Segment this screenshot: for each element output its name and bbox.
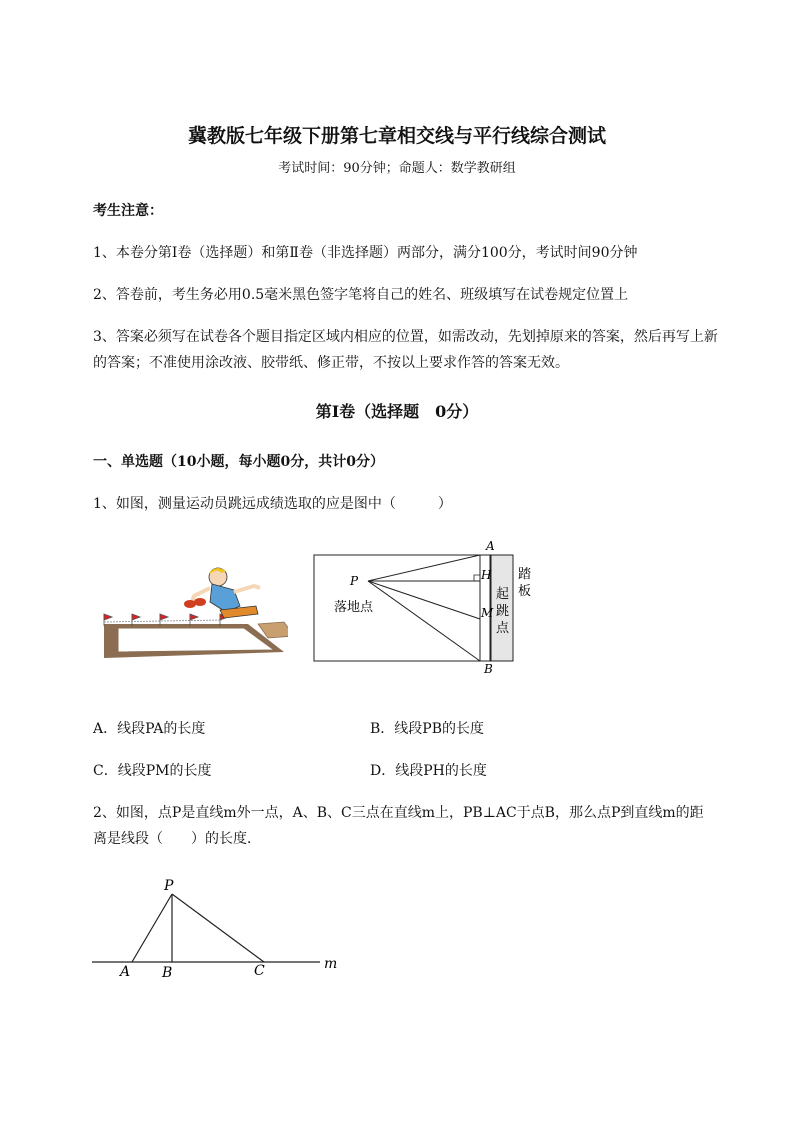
label-m: M xyxy=(481,606,494,620)
label-board-1: 踏 xyxy=(518,567,532,582)
segment-pm xyxy=(368,581,480,619)
long-jump-illustration xyxy=(98,562,288,664)
label-c: C xyxy=(254,963,265,979)
jumper-figure xyxy=(184,568,260,618)
question-1-stem: 1、如图，测量运动员跳远成绩选取的应是图中（ ） xyxy=(93,496,452,512)
label-a: A xyxy=(486,539,495,553)
segment-pc xyxy=(172,894,264,962)
label-landing-point: 落地点 xyxy=(334,600,374,615)
part-heading: 一、单选题（10小题，每小题0分，共计0分） xyxy=(93,454,384,470)
notice-item-3-cont: 的答案；不准使用涂改液、胶带纸、修正带，不按以上要求作答的答案无效。 xyxy=(93,355,569,371)
notice-item-1: 1、本卷分第I卷（选择题）和第Ⅱ卷（非选择题）两部分，满分100分，考试时间90分钟 xyxy=(93,245,638,261)
question-2-stem-line1: 2、如图，点P是直线m外一点，A、B、C三点在直线m上，PB⊥AC于点B，那么点P到直线m的距 xyxy=(93,805,704,821)
notice-item-3: 3、答案必须写在试卷各个题目指定区域内相应的位置，如需改动，先划掉原来的答案，然后再写上新 xyxy=(93,329,718,345)
page-title: 冀教版七年级下册第七章相交线与平行线综合测试 xyxy=(187,125,606,147)
label-b: B xyxy=(162,965,173,981)
notice-item-2: 2、答卷前，考生务必用0.5毫米黑色签字笔将自己的姓名、班级填写在试卷规定位置上 xyxy=(93,287,629,303)
q1-option-c[interactable]: C．线段PM的长度 xyxy=(93,763,212,779)
exam-info: 考试时间：90分钟；命题人：数学教研组 xyxy=(278,161,516,176)
question-2-stem-line2: 离是线段（ ）的长度． xyxy=(93,831,261,847)
label-a: A xyxy=(120,964,131,980)
label-takeoff-3: 点 xyxy=(496,621,510,636)
q1-option-d[interactable]: D．线段PH的长度 xyxy=(370,763,487,779)
segment-pa xyxy=(132,894,172,962)
label-board-2: 板 xyxy=(518,584,532,599)
label-takeoff-2: 跳 xyxy=(496,604,510,619)
label-m: m xyxy=(324,956,338,972)
q1-option-b[interactable]: B．线段PB的长度 xyxy=(370,721,484,737)
right-angle-mark xyxy=(474,575,480,581)
q1-option-a[interactable]: A．线段PA的长度 xyxy=(93,721,206,737)
notice-heading: 考生注意： xyxy=(93,203,163,219)
segment-pa xyxy=(368,555,480,581)
section-title: 第I卷（选择题 0分） xyxy=(315,402,479,421)
label-p: P xyxy=(350,574,359,588)
label-h: H xyxy=(481,568,492,582)
label-takeoff-1: 起 xyxy=(496,587,510,602)
label-p: P xyxy=(164,878,174,894)
label-b: B xyxy=(484,662,493,676)
segment-pb xyxy=(368,581,480,661)
point-line-diagram xyxy=(88,872,348,984)
jump-measurement-diagram xyxy=(310,535,550,680)
